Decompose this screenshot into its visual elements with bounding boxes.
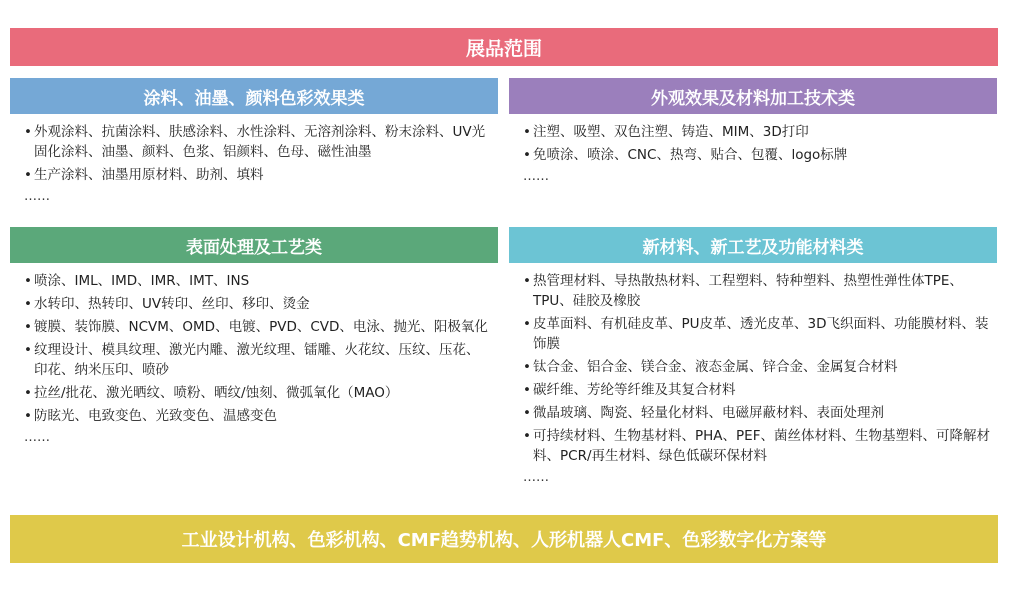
section-new-materials (509, 227, 997, 487)
section-title: 新材料、新工艺及功能材料类 (642, 237, 864, 258)
main-title-banner (10, 28, 998, 66)
list-item: • 碳纤维、芳纶等纤维及其复合材料 (523, 380, 991, 400)
section-title: 表面处理及工艺类 (186, 237, 322, 258)
list-item: • 喷涂、IML、IMD、IMR、IMT、INS (24, 271, 492, 291)
list-item: • 注塑、吸塑、双色注塑、铸造、MIM、3D打印 (523, 122, 991, 142)
more-ellipsis: …… (523, 470, 549, 485)
bottom-banner-text: 工业设计机构、色彩机构、CMF趋势机构、人形机器人CMF、色彩数字化方案等 (181, 530, 827, 551)
section-appearance (509, 78, 997, 186)
main-title: 展品范围 (465, 37, 542, 60)
item-list (10, 114, 498, 185)
item-list (509, 114, 997, 165)
item-list (10, 263, 498, 426)
list-item: • 微晶玻璃、陶瓷、轻量化材料、电磁屏蔽材料、表面处理剂 (523, 403, 991, 423)
section-title: 涂料、油墨、颜料色彩效果类 (143, 88, 365, 109)
list-item: • 防眩光、电致变色、光致变色、温感变色 (24, 406, 492, 426)
list-item: • 可持续材料、生物基材料、PHA、PEF、菌丝体材料、生物基塑料、可降解材料、PCR/再生材料、绿色低碳环保材料 (523, 426, 991, 466)
section-title: 外观效果及材料加工技术类 (651, 88, 855, 109)
list-item: • 钛合金、铝合金、镁合金、液态金属、锌合金、金属复合材料 (523, 357, 991, 377)
bottom-banner (10, 515, 998, 563)
section-header-new-materials (509, 227, 997, 263)
list-item: • 外观涂料、抗菌涂料、肤感涂料、水性涂料、无溶剂涂料、粉末涂料、UV光固化涂料、油墨、颜料、色浆、铝颜料、色母、磁性油墨 (24, 122, 492, 162)
list-item: • 水转印、热转印、UV转印、丝印、移印、烫金 (24, 294, 492, 314)
list-item: • 免喷涂、喷涂、CNC、热弯、贴合、包覆、logo标牌 (523, 145, 991, 165)
more-ellipsis: …… (24, 430, 50, 445)
section-header-surface (10, 227, 498, 263)
list-item: • 皮革面料、有机硅皮革、PU皮革、透光皮革、3D飞织面料、功能膜材料、装饰膜 (523, 314, 991, 354)
more-ellipsis: …… (24, 189, 50, 204)
list-item: • 拉丝/批花、激光晒纹、喷粉、晒纹/蚀刻、微弧氧化（MAO） (24, 383, 492, 403)
list-item: • 镀膜、装饰膜、NCVM、OMD、电镀、PVD、CVD、电泳、抛光、阳极氧化 (24, 317, 492, 337)
list-item: • 纹理设计、模具纹理、激光内雕、激光纹理、镭雕、火花纹、压纹、压花、印花、纳米压印、喷砂 (24, 340, 492, 380)
section-surface (10, 227, 498, 447)
section-header-coatings (10, 78, 498, 114)
section-coatings (10, 78, 498, 206)
section-header-appearance (509, 78, 997, 114)
item-list (509, 263, 997, 466)
list-item: • 热管理材料、导热散热材料、工程塑料、特种塑料、热塑性弹性体TPE、TPU、硅胶及橡胶 (523, 271, 991, 311)
list-item: • 生产涂料、油墨用原材料、助剂、填料 (24, 165, 492, 185)
more-ellipsis: …… (523, 169, 549, 184)
